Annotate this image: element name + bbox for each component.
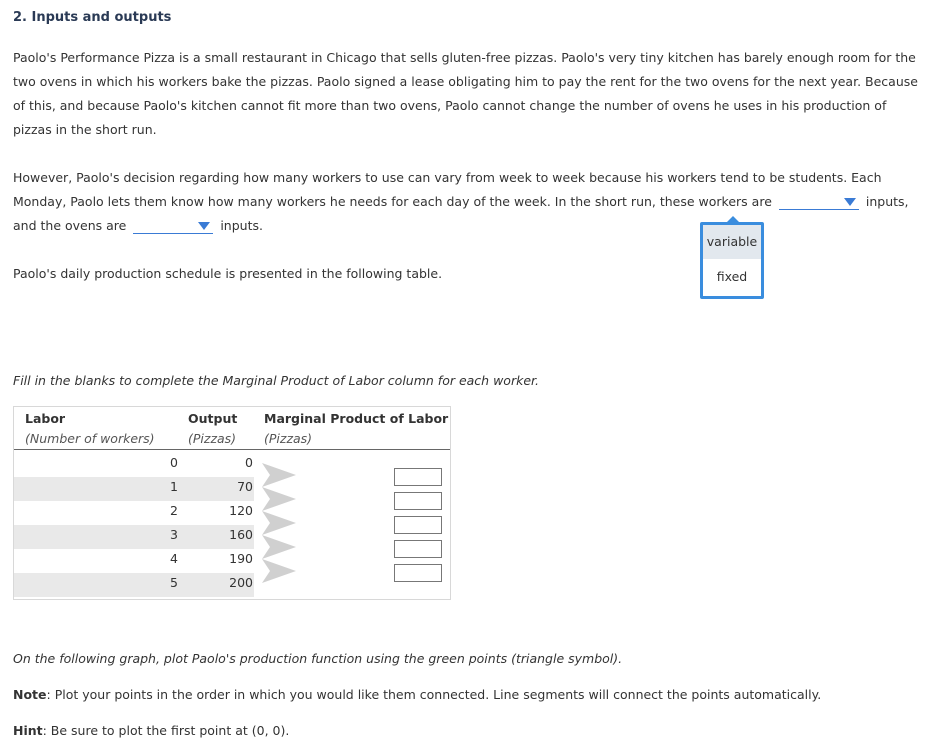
output-cell: 0 — [245, 455, 253, 470]
fill-instruction: Fill in the blanks to complete the Marginal Product of Labor column for each worker. — [13, 373, 539, 388]
workers-text-1: However, Paolo's decision regarding how many workers to use can vary from week to week because his workers tend to be students. Each Monday, Paolo lets them know how many workers he needs for each day of the week. In the short run, these workers are — [13, 170, 882, 209]
output-cell: 200 — [229, 575, 253, 590]
workers-text-3: inputs. — [220, 218, 263, 233]
mpl-input-1[interactable] — [394, 468, 442, 486]
chevron-right-icon — [262, 487, 296, 511]
mpl-input-5[interactable] — [394, 564, 442, 582]
between-rows-chevrons — [262, 463, 298, 583]
workers-paragraph — [13, 166, 928, 238]
labor-cell: 5 — [170, 575, 178, 590]
note-label: Note — [13, 687, 47, 702]
col-output-title: Output — [188, 411, 238, 426]
output-cell: 190 — [229, 551, 253, 566]
labor-cell: 0 — [170, 455, 178, 470]
mpl-input-3[interactable] — [394, 516, 442, 534]
hint-body: : Be sure to plot the first point at (0, 0). — [42, 723, 290, 738]
schedule-intro: Paolo's daily production schedule is presented in the following table. — [13, 266, 443, 281]
section-title: 2. Inputs and outputs — [13, 10, 172, 25]
output-cell: 70 — [237, 479, 253, 494]
chevron-right-icon — [262, 463, 296, 487]
dropdown-menu — [700, 222, 764, 299]
note-text — [13, 687, 821, 702]
chevron-right-icon — [262, 535, 296, 559]
labor-cell: 1 — [170, 479, 178, 494]
chevron-right-icon — [262, 511, 296, 535]
dropdown-option-fixed[interactable]: fixed — [716, 269, 748, 284]
chevron-right-icon — [262, 559, 296, 583]
col-labor-title: Labor — [25, 411, 66, 426]
intro-paragraph: Paolo's Performance Pizza is a small restaurant in Chicago that sells gluten-free pizzas. Paolo's very tiny kitchen has barely enough room for the two ovens in which his workers bake the pizzas. Paolo signed a lease obligating him to pay the rent for the two ovens for the next year. Because of this, and because Paolo's kitchen cannot fit more than two ovens, Paolo cannot change the number of ovens he uses in his production of pizzas in the short run. — [13, 50, 918, 137]
graph-instruction: On the following graph, plot Paolo's production function using the green points (triangle symbol). — [13, 651, 623, 666]
labor-cell: 3 — [170, 527, 178, 542]
mpl-input-2[interactable] — [394, 492, 442, 510]
dropdown-option-variable[interactable]: variable — [703, 225, 761, 259]
labor-cell: 2 — [170, 503, 178, 518]
production-table — [13, 406, 451, 600]
hint-label: Hint — [13, 723, 43, 738]
col-mpl-subtitle: (Pizzas) — [264, 431, 313, 446]
ovens-input-type-dropdown[interactable] — [133, 220, 213, 234]
col-labor-subtitle: (Number of workers) — [25, 431, 155, 446]
output-cell: 160 — [229, 527, 253, 542]
hint-text — [13, 723, 289, 738]
output-cell: 120 — [229, 503, 253, 518]
col-output-subtitle: (Pizzas) — [188, 431, 237, 446]
header-divider — [14, 449, 450, 450]
workers-input-type-dropdown[interactable] — [779, 196, 859, 210]
note-body: : Plot your points in the order in which you would like them connected. Line segments will connect the points automatically. — [46, 687, 822, 702]
workers-text-2: inputs, and the ovens are — [13, 194, 909, 233]
mpl-input-4[interactable] — [394, 540, 442, 558]
col-mpl-title: Marginal Product of Labor — [264, 411, 449, 426]
labor-cell: 4 — [170, 551, 178, 566]
